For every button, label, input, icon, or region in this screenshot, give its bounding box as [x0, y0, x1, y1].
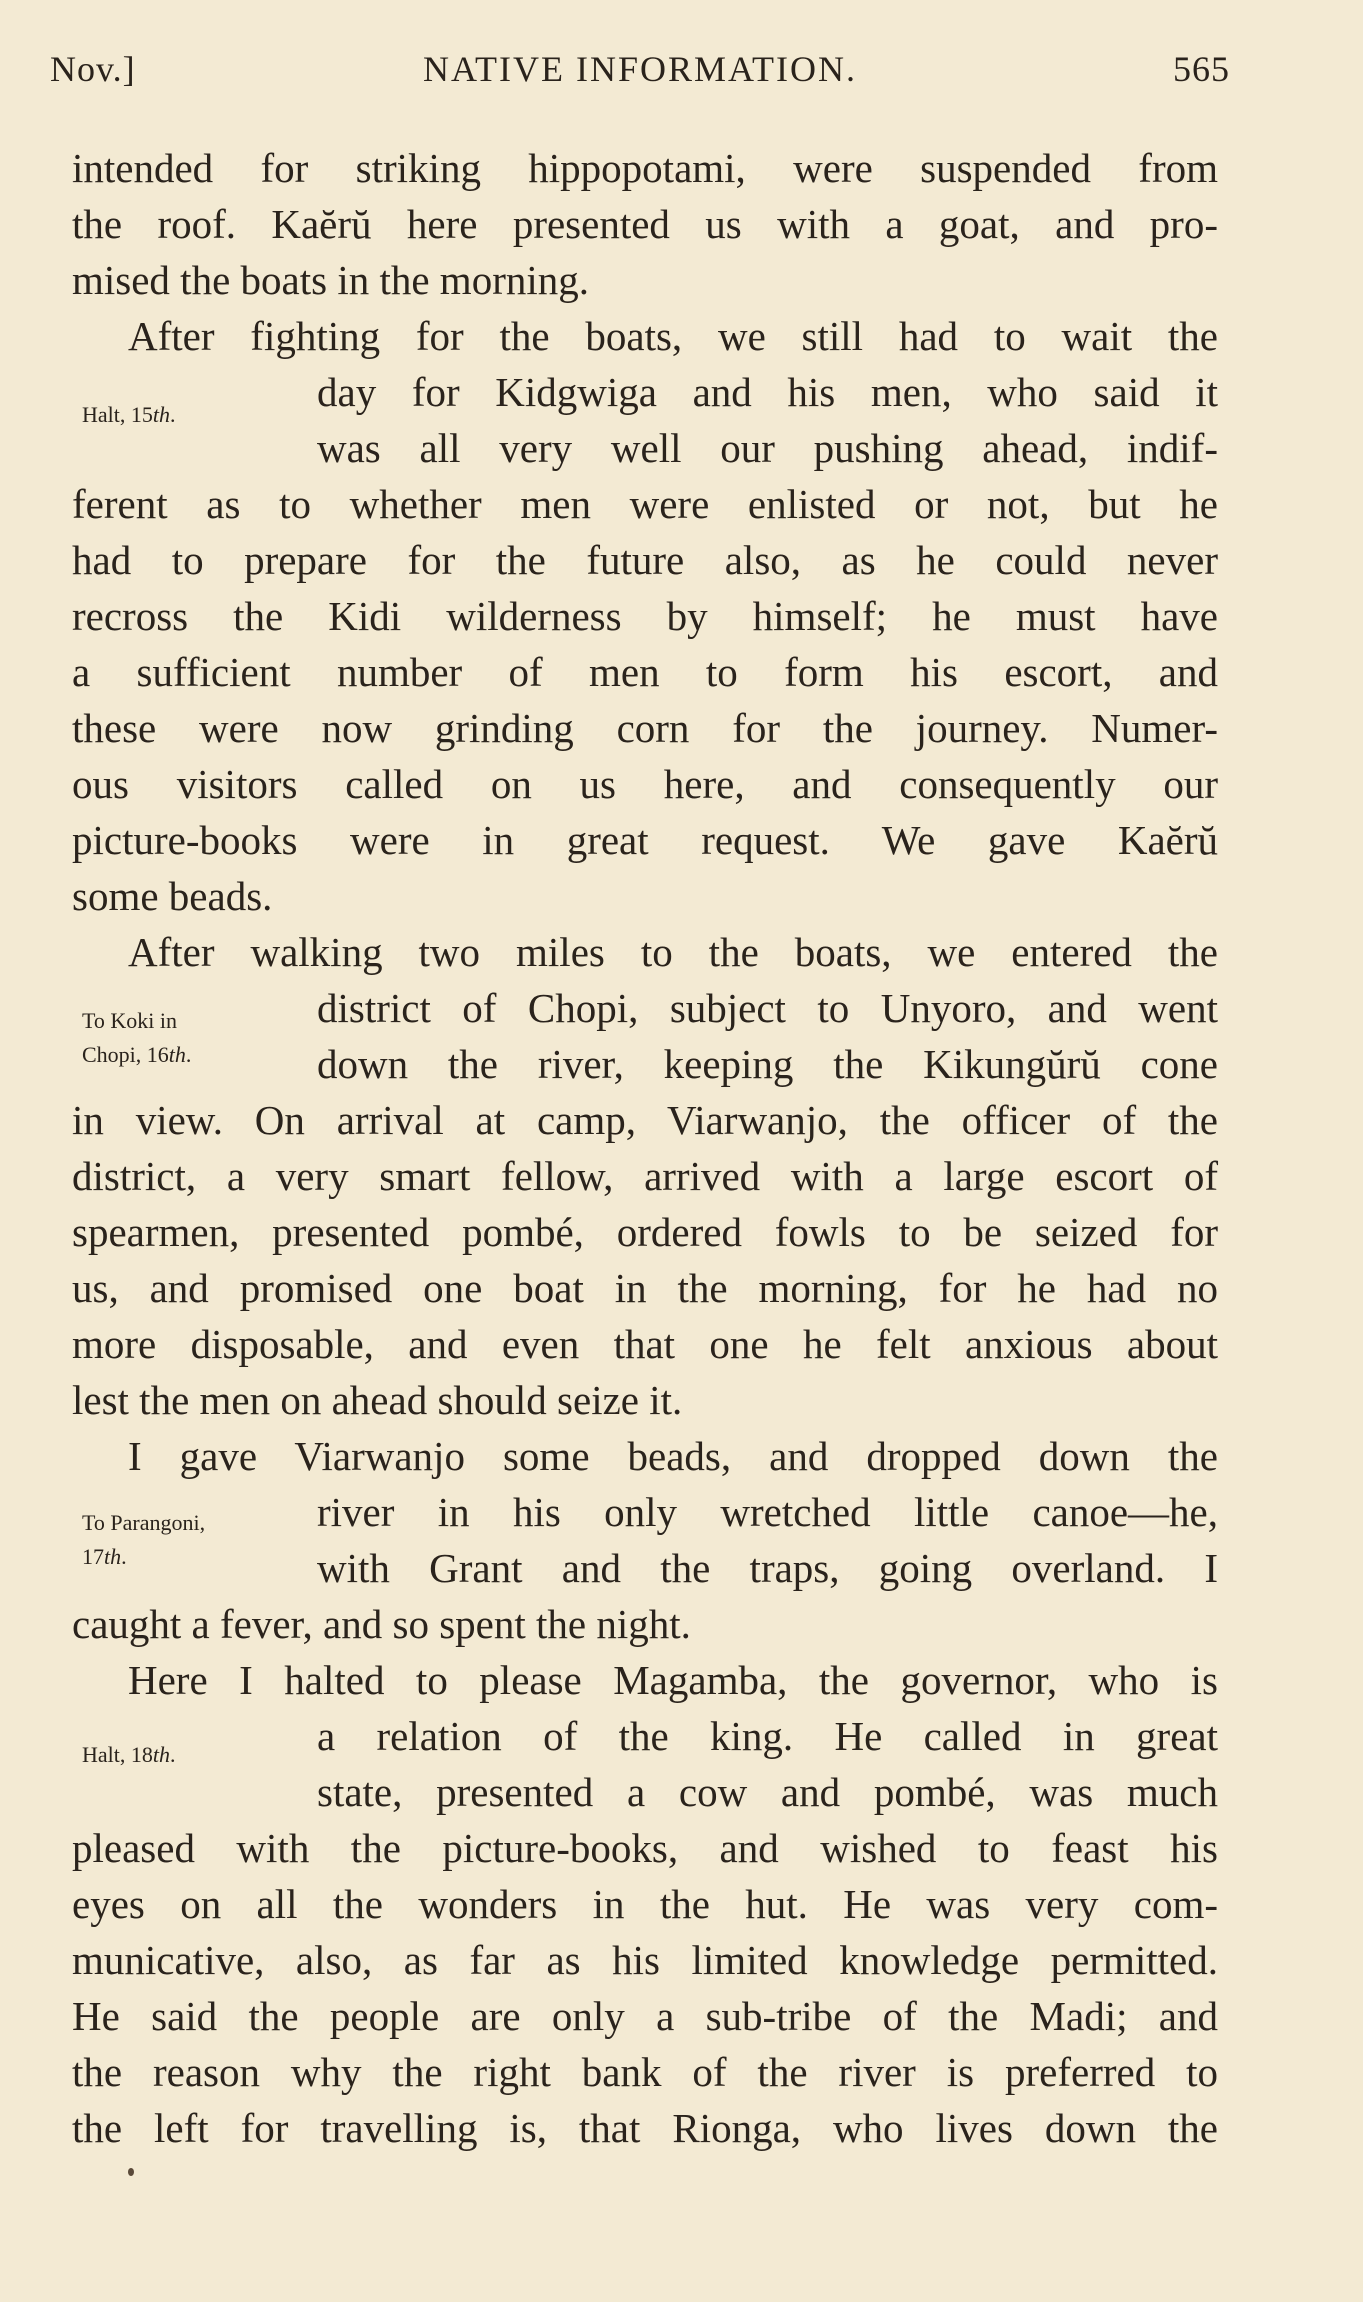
margin-note-halt-15: Halt, 15th. — [82, 402, 176, 427]
text-line: some beads. — [72, 873, 273, 919]
text-line: the left for travelling is, that Rionga, who lives down the — [72, 2105, 1218, 2151]
text-line: picture-books were in great request. We gave Kaĕrŭ — [72, 817, 1218, 863]
text-line: the reason why the right bank of the river is preferred to — [72, 2049, 1218, 2095]
text-line: state, presented a cow and pombé, was much — [317, 1769, 1218, 1815]
margin-note-to-koki: To Koki in — [82, 1008, 178, 1033]
margin-note-halt-18: Halt, 18th. — [82, 1742, 176, 1767]
text-line: was all very well our pushing ahead, indif- — [317, 425, 1218, 471]
text-line: recross the Kidi wilderness by himself; he must have — [72, 593, 1218, 639]
running-head — [50, 48, 1230, 98]
page-number: 565 — [1173, 49, 1230, 89]
text-line: mised the boats in the morning. — [72, 257, 589, 303]
running-head-title: NATIVE INFORMATION. — [423, 49, 857, 89]
text-line: lest the men on ahead should seize it. — [72, 1377, 683, 1423]
text-line: had to prepare for the future also, as he could never — [72, 537, 1218, 583]
margin-note-to-parangoni: To Parangoni, — [82, 1510, 206, 1535]
text-line: a sufficient number of men to form his escort, and — [72, 649, 1218, 695]
text-line: intended for striking hippopotami, were suspended from — [72, 145, 1218, 191]
text-line: in view. On arrival at camp, Viarwanjo, the officer of the — [72, 1097, 1218, 1143]
text-line: district of Chopi, subject to Unyoro, and went — [317, 985, 1218, 1031]
text-line: down the river, keeping the Kikungŭrŭ cone — [317, 1041, 1218, 1087]
text-line: After fighting for the boats, we still had to wait the — [128, 313, 1218, 359]
text-line: He said the people are only a sub-tribe of the Madi; and — [72, 1993, 1218, 2039]
text-line: more disposable, and even that one he felt anxious about — [72, 1321, 1218, 1367]
text-line: spearmen, presented pombé, ordered fowls to be seized for — [72, 1209, 1218, 1255]
text-line: these were now grinding corn for the journey. Numer- — [72, 705, 1218, 751]
text-line: caught a fever, and so spent the night. — [72, 1601, 691, 1647]
text-line: ferent as to whether men were enlisted or not, but he — [72, 481, 1218, 527]
ink-speck — [128, 2168, 134, 2176]
text-line: municative, also, as far as his limited knowledge permitted. — [72, 1937, 1218, 1983]
running-head-month: Nov.] — [50, 49, 136, 89]
text-line: day for Kidgwiga and his men, who said it — [317, 369, 1218, 415]
text-line: a relation of the king. He called in great — [317, 1713, 1218, 1759]
text-line: I gave Viarwanjo some beads, and dropped down the — [128, 1433, 1218, 1479]
text-line: pleased with the picture-books, and wished to feast his — [72, 1825, 1218, 1871]
text-line: district, a very smart fellow, arrived with a large escort of — [72, 1153, 1218, 1199]
text-line: us, and promised one boat in the morning, for he had no — [72, 1265, 1218, 1311]
margin-note-chopi-16: Chopi, 16th. — [82, 1042, 192, 1067]
text-line: After walking two miles to the boats, we entered the — [128, 929, 1218, 975]
text-line: river in his only wretched little canoe—he, — [317, 1489, 1218, 1535]
text-line: ous visitors called on us here, and consequently our — [72, 761, 1218, 807]
margin-note-17: 17th. — [82, 1544, 127, 1569]
text-line: eyes on all the wonders in the hut. He was very com- — [72, 1881, 1218, 1927]
text-line: Here I halted to please Magamba, the governor, who is — [128, 1657, 1218, 1703]
text-line: the roof. Kaĕrŭ here presented us with a goat, and pro- — [72, 201, 1218, 247]
text-line: with Grant and the traps, going overland. I — [317, 1545, 1218, 1591]
